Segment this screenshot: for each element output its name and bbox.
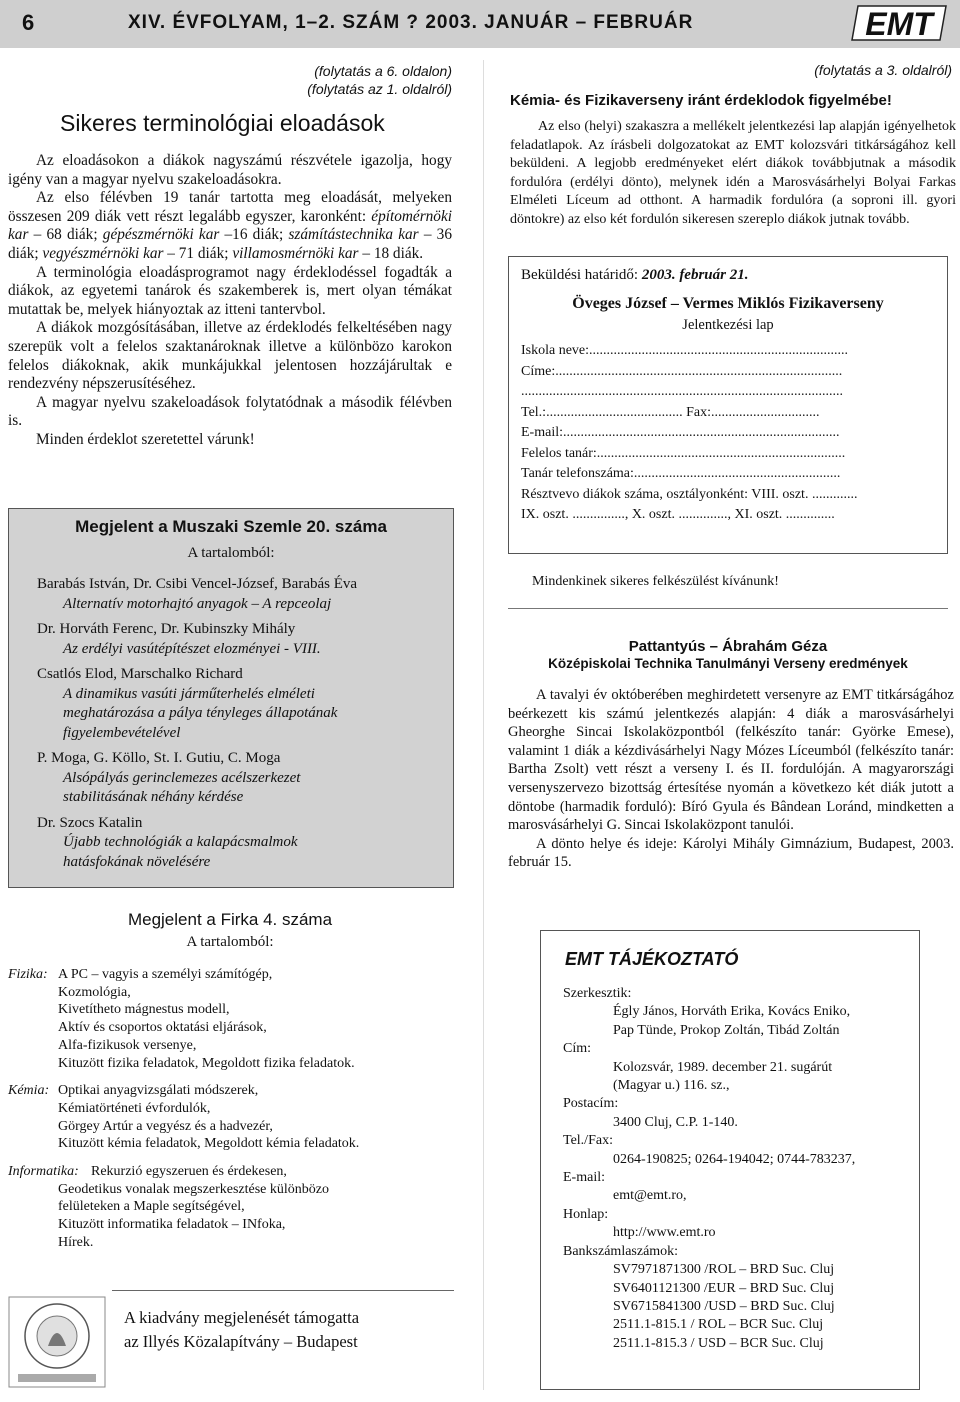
value: Kolozsvár, 1989. december 21. sugárút bbox=[613, 1059, 833, 1075]
list-item: Rekurzió egyszeruen és érdekesen, bbox=[91, 1164, 287, 1180]
continued-note-right: (folytatás a 3. oldalról) bbox=[814, 62, 952, 78]
label: Postacím: bbox=[563, 1096, 619, 1112]
faculty-count: –16 diák; bbox=[219, 226, 289, 244]
continued-from: (folytatás az 1. oldalról) bbox=[307, 81, 452, 97]
foundation-line: az Illyés Közalapítvány – Budapest bbox=[124, 1332, 358, 1351]
registration-form-box bbox=[508, 256, 948, 554]
label: E-mail: bbox=[563, 1170, 605, 1186]
firka-section-kemia bbox=[8, 1082, 452, 1153]
paragraph-intro: Az eloadásokon a diákok nagyszámú részvétele igazolja, hogy igény van a magyar nyelvu szakeloadásokra. bbox=[8, 152, 452, 188]
list-item: Alfa-fizikusok versenye, bbox=[58, 1037, 197, 1053]
firka-contents bbox=[8, 966, 452, 1252]
item-title: Alsópályás gerinclemezes acélszerkezet bbox=[63, 769, 301, 786]
list-item: Kituzött kémia feladatok, Megoldott kémia feladatok. bbox=[58, 1136, 360, 1152]
list-item: Kivetítheto mágnestus modell, bbox=[58, 1002, 230, 1018]
list-item: Aktív és csoportos oktatási eljárások, bbox=[58, 1020, 267, 1036]
stats-text: Az elso félévben 19 tanár tartotta meg eloadását, melyeken összesen 209 diák vett részt legalább egyszer, karonként: bbox=[8, 189, 452, 225]
list-item: Geodetikus vonalak megszerkesztése különbözo bbox=[58, 1181, 329, 1197]
paragraph: A magyar nyelvu szakeloadások folytatódnak a második félévben is. bbox=[8, 393, 452, 430]
label: Honlap: bbox=[563, 1206, 609, 1222]
form-wish: Mindenkinek sikeres felkészülést kívánunk! bbox=[532, 574, 779, 589]
label: Bankszámlaszámok: bbox=[563, 1243, 679, 1259]
list-item: Görgey Artúr a vegyész és a hadvezér, bbox=[58, 1118, 273, 1134]
paragraph: A terminológia eloadásprogramot nagy érdeklodéssel fogadták a diákok, az egyetemi tanárok és szakemberek is, mert olyan témákat mutattak be, melyek hiányoztak az itteni tantervbol. bbox=[8, 263, 452, 318]
faculty-count: – 71 diák; bbox=[163, 244, 233, 262]
muszaki-title: Megjelent a Muszaki Szemle 20. száma bbox=[75, 517, 387, 536]
paragraph-verseny: Az elso (helyi) szakaszra a mellékelt jelentkezési lap alapján igényelhetok feladatlapok. Az írásbeli dolgozatokat az EMT kolozsvári titkárságához kell beküldeni. A legjobb eredményeket elért diákok továbbjutnak a második fordulóra (erdélyi dönto), melynek idén a Marosvásárhelyi Bolyai Farkas Elméleti Líceum ad otthont. A harmadik fordulóra (a soproni ill. gyori döntokre) az elso két fordulón sikeresen szereplo diákok jutnak tovább. bbox=[510, 119, 956, 227]
firka-section-informatika bbox=[8, 1163, 452, 1252]
item-title: A dinamikus vasúti járműterhelés elméleti meghatározása a pálya tényleges állapotának bbox=[63, 685, 338, 721]
faculty-name: építomérnöki kar bbox=[8, 207, 452, 244]
paragraph-stats bbox=[8, 189, 452, 263]
email-field[interactable]: E-mail:............................................................................... bbox=[521, 425, 840, 440]
column-divider bbox=[483, 60, 484, 1390]
faculty-count: – 36 diák; bbox=[8, 226, 452, 262]
contents-item bbox=[37, 749, 447, 808]
teacher-phone-field[interactable]: Tanár telefonszáma:........................................................... bbox=[521, 466, 841, 481]
item-title-cont: figyelembevételével bbox=[63, 724, 181, 741]
list-item: Kituzött fizika feladatok, Megoldott fizika feladatok. bbox=[58, 1055, 355, 1071]
item-authors: Dr. Horváth Ferenc, Dr. Kubinszky Mihály bbox=[37, 621, 296, 637]
faculty-count: – 18 diák. bbox=[358, 244, 424, 262]
label: Tel./Fax: bbox=[563, 1133, 613, 1149]
list-item: Hírek. bbox=[58, 1234, 94, 1250]
tel-fax-field[interactable]: Tel.:....................................... Fax:............................... bbox=[521, 404, 820, 420]
pattantyus-body bbox=[508, 686, 954, 872]
page-number: 6 bbox=[22, 10, 35, 35]
paragraph: A dönto helye és ideje: Károlyi Mihály Gimnázium, Budapest, 2003. február 15. bbox=[508, 835, 954, 871]
form-subtitle: Jelentkezési lap bbox=[682, 317, 774, 333]
continued-to: (folytatás a 6. oldalon) bbox=[314, 63, 452, 79]
faculty-name: vegyészmérnöki kar bbox=[42, 244, 164, 262]
deadline-label: Beküldési határidő: bbox=[521, 267, 642, 283]
faculty-name: számítástechnika kar bbox=[288, 226, 419, 244]
item-authors: P. Moga, G. Köllo, St. I. Gutiu, C. Moga bbox=[37, 750, 281, 766]
item-authors: Csatlós Elod, Marschalko Richard bbox=[37, 666, 243, 682]
article-title-verseny: Kémia- és Fizikaverseny iránt érdeklodok figyelmébe! bbox=[510, 92, 892, 109]
contents-item bbox=[37, 575, 447, 614]
item-title-cont: stabilitásának néhány kérdése bbox=[63, 789, 244, 805]
paragraph: A tavalyi év októberében meghirdetett versenyre az EMT titkárságához beérkezett kis számú jelentkezés alapján: 4 diák a marosvásárhelyi Gheorghe Sincai Iskolaközpontból (felkészíto tanár: Györke Emese), valamint 1 diák a kézdivásárhelyi Nagy Mózes Líceumból (felkészíto tanár: Bartha Zsolt) vett részt a verseny I. és II. fordulóján. A magyarországi versenyszervezo bizottság értesítése nyomán a következo két diák jutott a döntobe (harmadik forduló): Bíró Gyula és Bândean Loránd, mindketten a marosvásárhelyi G. Sincai Iskolaközpont tanulói. bbox=[508, 687, 954, 834]
divider bbox=[112, 1290, 454, 1291]
faculty-count: – 68 diák; bbox=[28, 226, 103, 244]
list-item: Optikai anyagvizsgálati módszerek, bbox=[58, 1083, 259, 1099]
value: 3400 Cluj, C.P. 1-140. bbox=[613, 1114, 738, 1130]
continued-note-left bbox=[280, 62, 452, 98]
logo-text: EMT bbox=[865, 6, 933, 42]
tajekoztato-title: EMT TÁJÉKOZTATÓ bbox=[565, 949, 739, 969]
item-title: Az erdélyi vasútépítészet elozményei - VIII. bbox=[63, 640, 321, 657]
section-label: Fizika: bbox=[8, 967, 48, 982]
item-authors: Dr. Szocs Katalin bbox=[37, 814, 143, 831]
foundation-line: A kiadvány megjelenését támogatta bbox=[124, 1308, 360, 1327]
muszaki-subtitle: A tartalomból: bbox=[187, 545, 275, 561]
faculty-name: villamosmérnöki kar bbox=[232, 244, 359, 262]
paragraph: A diákok mozgósításában, illetve az érdeklodés felkeltésében nagy szerepük volt a felelos szaktanároknak illetve a különbözo karokon felelos diákoknak, akik munkájukkal jelentosen hozzájárultak e rendezvény népszerusítéséhez. bbox=[8, 319, 452, 393]
list-item: A PC – vagyis a személyi számítógép, bbox=[58, 967, 273, 982]
teacher-field[interactable]: Felelos tanár:....................................................................... bbox=[521, 445, 846, 461]
item-title: Alternatív motorhajtó anyagok – A repceolaj bbox=[63, 595, 332, 612]
muszaki-contents bbox=[37, 575, 447, 872]
form-fields bbox=[521, 341, 935, 541]
form-title: Öveges József – Vermes Miklós Fizikaverseny bbox=[572, 295, 884, 312]
school-field[interactable]: Iskola neve:.......................................................................... bbox=[521, 343, 849, 358]
bank-account: SV6715841300 /USD – BRD Suc. Cluj bbox=[613, 1298, 835, 1314]
list-item: Kituzött informatika feladatok – INfoka, bbox=[58, 1217, 286, 1233]
firka-section-fizika bbox=[8, 966, 452, 1072]
contents-item bbox=[37, 665, 447, 743]
label: Szerkesztik: bbox=[563, 986, 632, 1001]
contents-item bbox=[37, 814, 447, 873]
value: Égly János, Horváth Erika, Kovács Eniko, bbox=[613, 1004, 851, 1020]
list-item: Kozmológia, bbox=[58, 984, 131, 1000]
email-link[interactable]: emt@emt.ro, bbox=[613, 1188, 687, 1204]
bank-account: 2511.1-815.3 / USD – BCR Suc. Cluj bbox=[613, 1335, 824, 1351]
faculty-name: gépészmérnöki kar bbox=[102, 226, 220, 244]
item-title-cont: hatásfokának növelésére bbox=[63, 853, 211, 870]
deadline-date: 2003. február 21. bbox=[641, 267, 749, 283]
deadline-line bbox=[521, 267, 748, 284]
foundation-text bbox=[124, 1306, 359, 1354]
bank-account: SV7971871300 /ROL – BRD Suc. Cluj bbox=[613, 1262, 835, 1278]
article-title-terminologia: Sikeres terminológiai eloadások bbox=[60, 110, 385, 136]
bank-account: SV6401121300 /EUR – BRD Suc. Cluj bbox=[613, 1280, 835, 1296]
address-field[interactable]: Címe:.................................................................................. bbox=[521, 363, 843, 379]
illyes-foundation-logo-icon bbox=[8, 1296, 106, 1388]
class-count-field[interactable]: IX. oszt. ..............., X. oszt. .............., XI. oszt. .............. bbox=[521, 507, 835, 522]
contents-item bbox=[37, 620, 447, 659]
list-item: felületeken a Maple segítségével, bbox=[58, 1199, 245, 1215]
value: Pap Tünde, Prokop Zoltán, Tibád Zoltán bbox=[613, 1022, 840, 1038]
tajekoztato-box bbox=[540, 930, 920, 1390]
firka-title: Megjelent a Firka 4. száma bbox=[127, 910, 333, 929]
value: (Magyar u.) 116. sz., bbox=[613, 1078, 730, 1094]
emt-logo-icon bbox=[850, 4, 948, 42]
value: 0264-190825; 0264-194042; 0744-783237, bbox=[613, 1151, 856, 1167]
tajekoztato-contents bbox=[563, 985, 913, 1353]
bank-account: 2511.1-815.1 / ROL – BCR Suc. Cluj bbox=[613, 1317, 824, 1333]
issue-line: XIV. ÉVFOLYAM, 1–2. SZÁM ? 2003. JANUÁR – FEBRUÁR bbox=[128, 12, 694, 33]
article-body-terminologia bbox=[8, 152, 452, 492]
pattantyus-subtitle: Középiskolai Technika Tanulmányi Verseny eredmények bbox=[548, 656, 908, 671]
address-field-cont[interactable]: ............................................................................................ bbox=[521, 384, 843, 399]
list-item: Kémiatörténeti évfordulók, bbox=[58, 1100, 211, 1116]
item-title: Újabb technológiák a kalapácsmalmok bbox=[63, 834, 298, 850]
section-label: Kémia: bbox=[8, 1083, 50, 1099]
web-link[interactable]: http://www.emt.ro bbox=[613, 1225, 716, 1241]
pattantyus-title: Pattantyús – Ábrahám Géza bbox=[628, 638, 828, 655]
item-authors: Barabás István, Dr. Csibi Vencel-József, Barabás Éva bbox=[37, 576, 358, 592]
label: Cím: bbox=[563, 1041, 592, 1057]
paragraph: Minden érdeklot szeretettel várunk! bbox=[36, 430, 255, 448]
section-label: Informatika: bbox=[8, 1164, 79, 1180]
student-count-field[interactable]: Résztvevo diákok száma, osztályonként: VIII. oszt. ............. bbox=[521, 486, 858, 502]
firka-subtitle: A tartalomból: bbox=[186, 934, 274, 950]
muszaki-szemle-box bbox=[8, 508, 454, 888]
divider bbox=[508, 608, 948, 609]
